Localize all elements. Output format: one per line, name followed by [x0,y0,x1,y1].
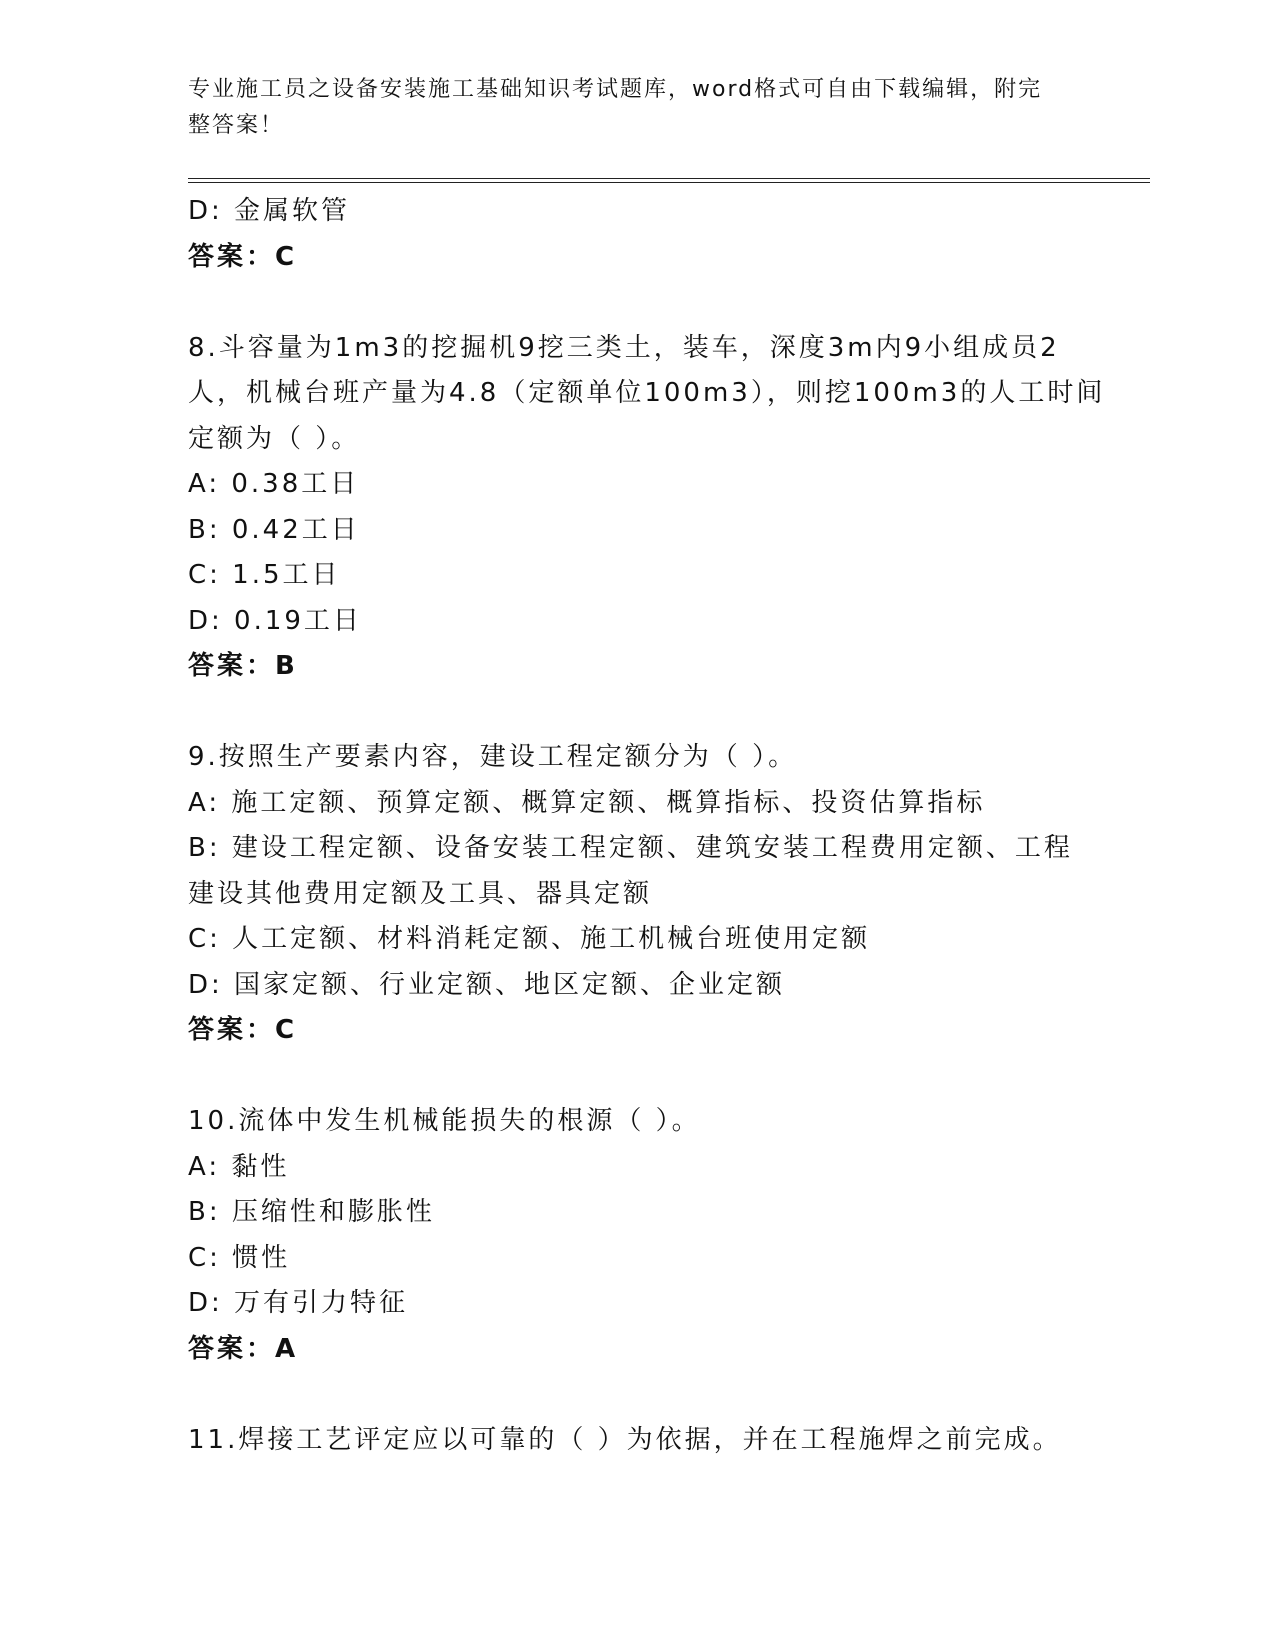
q10-option-b: B: 压缩性和膨胀性 [188,1197,435,1227]
q10-option-c: C: 惯性 [188,1242,291,1273]
q8-stem-line-2: 人，机械台班产量为4.8（定额单位100m3），则挖100m3的人工时间 [188,378,1106,408]
q7-answer: 答案：C [188,241,298,272]
q8-stem-line-3: 定额为（ ）。 [188,423,361,454]
q8-stem-line-1: 8.斗容量为1m3的挖掘机9挖三类土，装车，深度3m内9小组成员2 [188,332,1060,363]
header-divider-bottom [188,182,1150,183]
q8-option-b: B: 0.42工日 [188,514,360,545]
header-line-1: 专业施工员之设备安装施工基础知识考试题库，word格式可自由下载编辑，附完 [188,77,1043,102]
q8-option-a: A: 0.38工日 [188,469,360,499]
q10-option-d: D: 万有引力特征 [188,1288,409,1318]
q8-option-c: C: 1.5工日 [188,560,341,590]
spacer [188,280,1088,326]
q10-stem: 10.流体中发生机械能损失的根源（ ）。 [188,1106,701,1136]
question-content [188,189,1106,1463]
q8-answer: 答案：B [188,651,298,681]
q9-option-b-line-1: B: 建设工程定额、设备安装工程定额、建筑安装工程费用定额、工程 [188,833,1073,863]
q9-option-a: A: 施工定额、预算定额、概算定额、概算指标、投资估算指标 [188,787,986,818]
q9-answer: 答案：C [188,1015,298,1045]
q10-option-a: A: 黏性 [188,1151,290,1182]
q7-option-d: D: 金属软管 [188,196,351,226]
q9-option-d: D: 国家定额、行业定额、地区定额、企业定额 [188,969,786,1000]
q9-option-c: C: 人工定额、材料消耗定额、施工机械台班使用定额 [188,924,871,954]
q9-option-b-line-2: 建设其他费用定额及工具、器具定额 [188,878,653,909]
spacer [188,690,1088,736]
q11-stem: 11.焊接工艺评定应以可靠的（ ）为依据，并在工程施焊之前完成。 [188,1424,1062,1455]
q9-stem: 9.按照生产要素内容，建设工程定额分为（ ）。 [188,742,798,772]
q8-option-d: D: 0.19工日 [188,605,362,636]
spacer [188,1372,1088,1418]
q10-answer: 答案：A [188,1333,299,1364]
spacer [188,1054,1088,1100]
header-line-2: 整答案！ [188,113,285,138]
header-divider-top [188,178,1150,179]
document-header [188,72,1068,144]
